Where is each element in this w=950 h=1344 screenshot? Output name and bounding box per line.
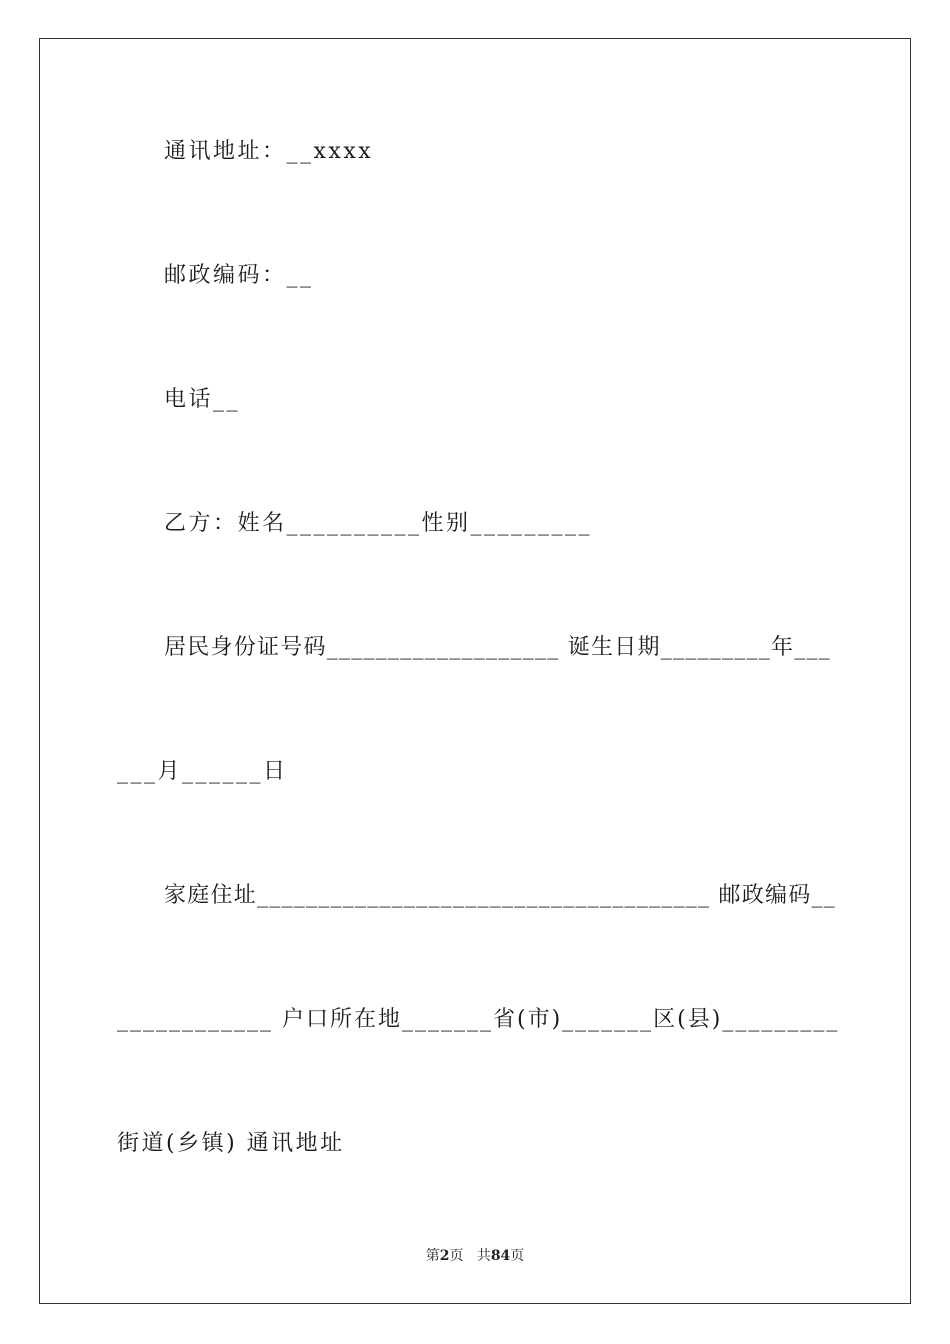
page-footer — [0, 1246, 950, 1266]
text-line-1: 通讯地址：__xxxx — [164, 139, 374, 164]
page-number: 2 — [439, 1248, 450, 1264]
text-line-5: 居民身份证号码___________________ 诞生日期_________年___ — [164, 635, 831, 660]
text-line-7: 家庭住址_____________________________________ 邮政编码__ — [164, 883, 836, 908]
text-line-3: 电话__ — [164, 387, 241, 412]
total-prefix: 共 — [476, 1248, 491, 1264]
page-prefix: 第 — [425, 1248, 440, 1264]
page-border — [39, 38, 911, 1304]
text-line-6: ___月______日 — [117, 759, 288, 784]
text-line-9: 街道(乡镇) 通讯地址 — [117, 1131, 345, 1156]
total-pages: 84 — [490, 1248, 511, 1264]
text-line-8: ____________ 户口所在地_______省(市)_______区(县)_________ — [117, 1007, 840, 1032]
text-line-2: 邮政编码：__ — [164, 263, 314, 288]
text-line-4: 乙方：姓名__________性别_________ — [164, 511, 593, 536]
page-suffix: 页 — [449, 1248, 464, 1264]
total-suffix: 页 — [510, 1248, 525, 1264]
